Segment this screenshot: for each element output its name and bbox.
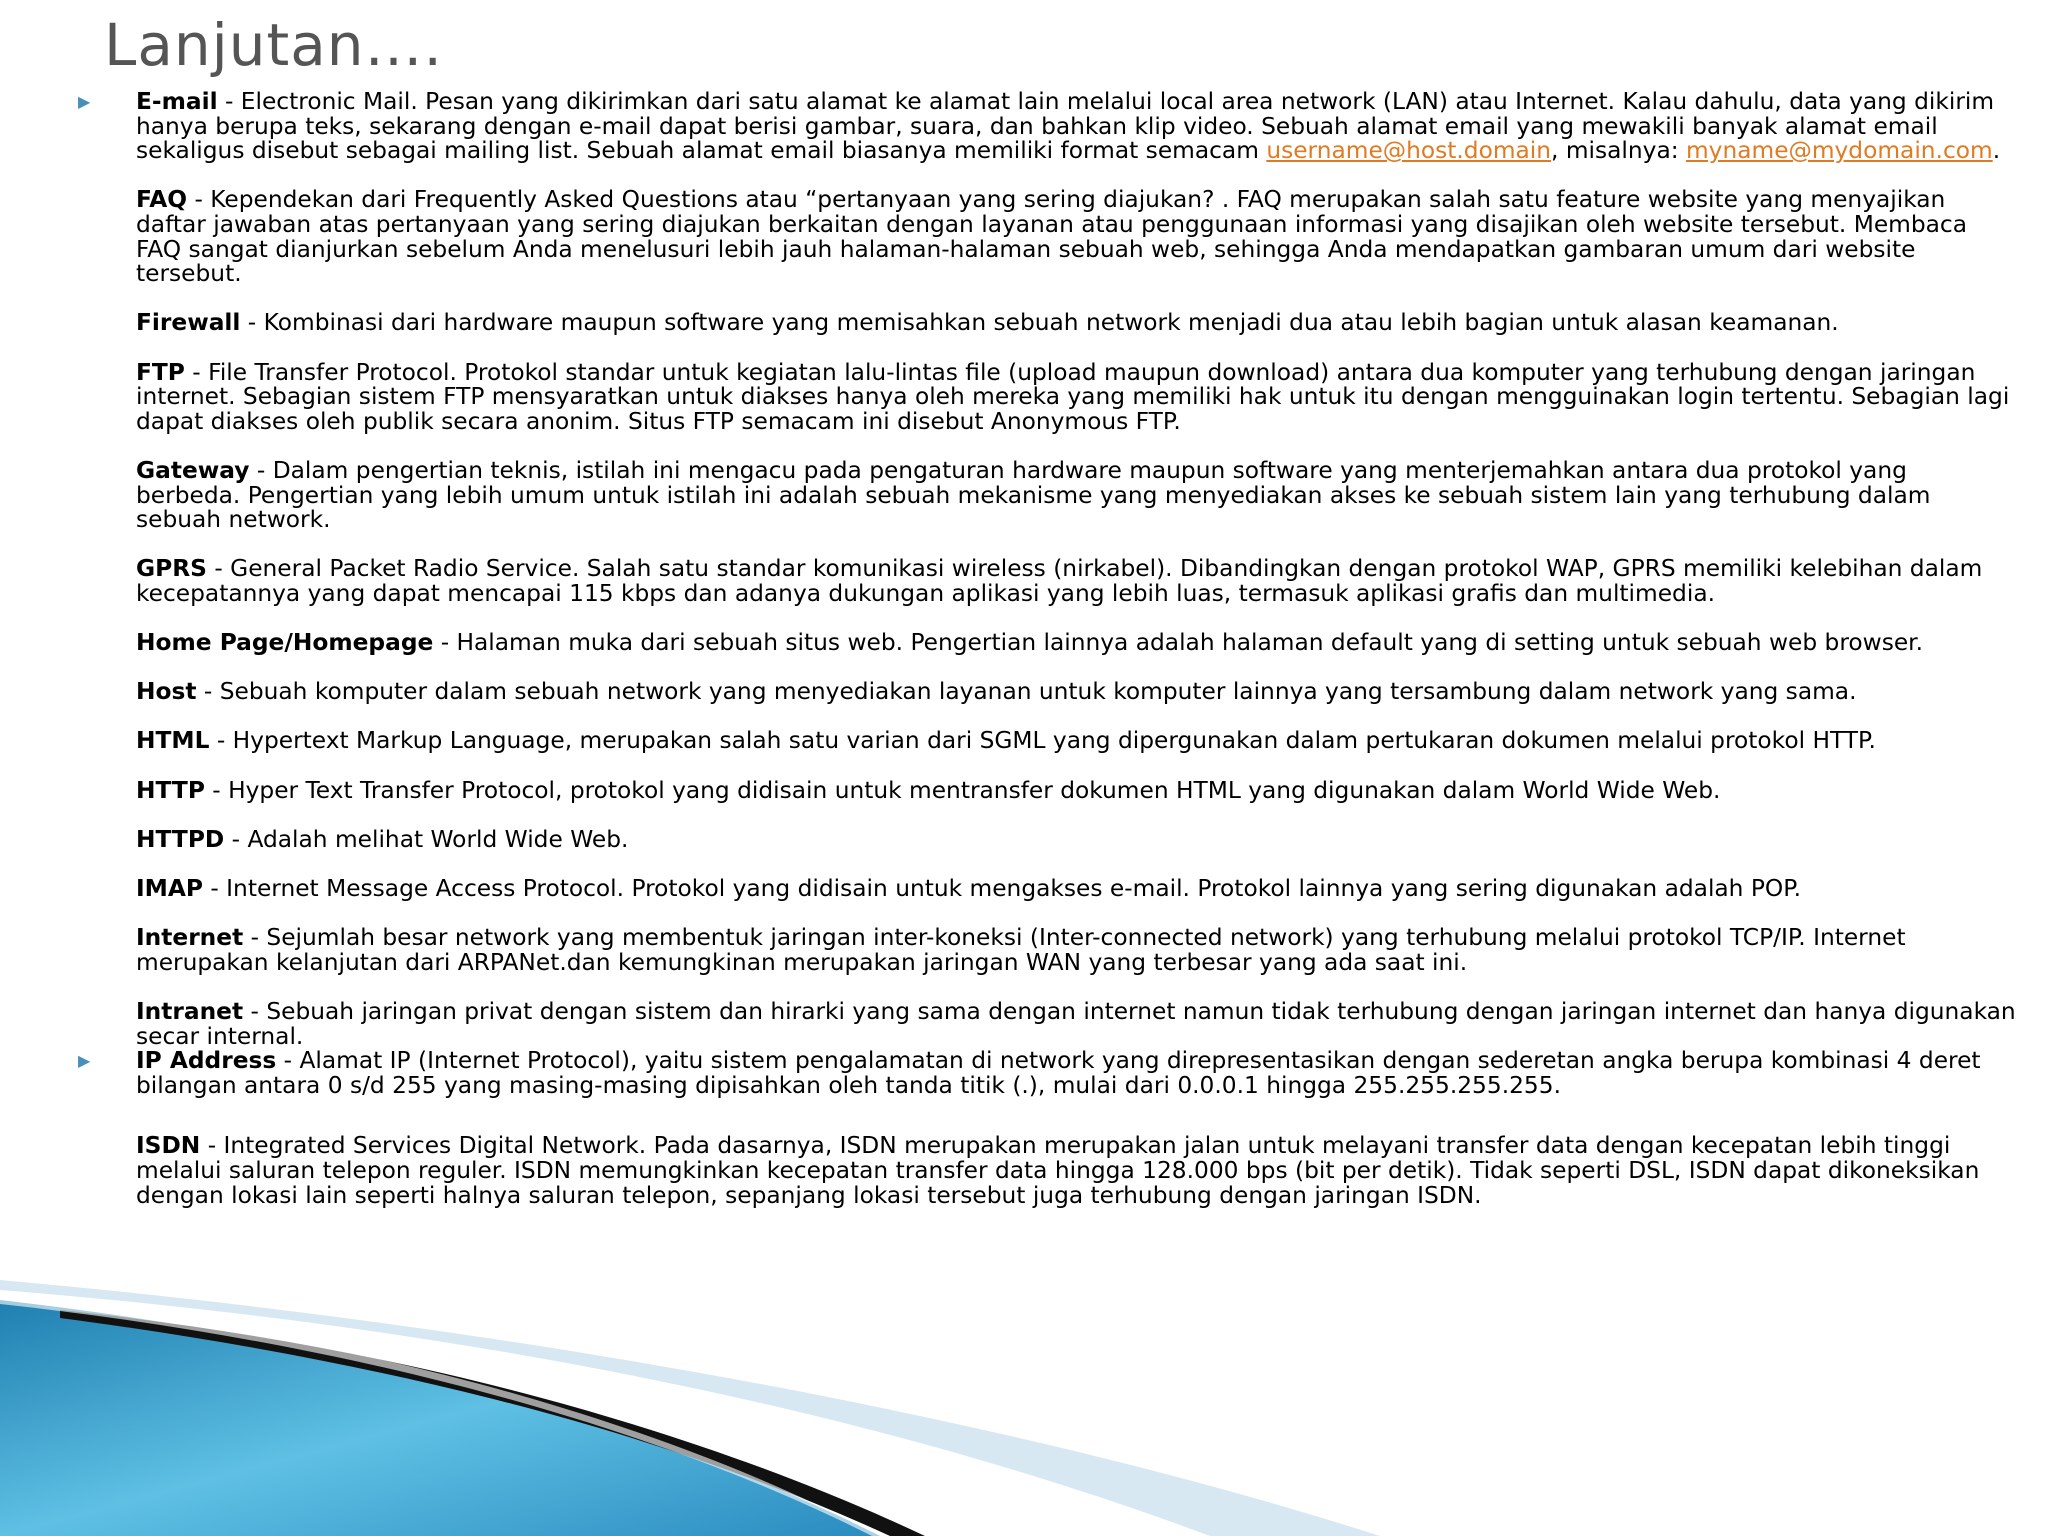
desc-firewall: - Kombinasi dari hardware maupun software yang memisahkan sebuah network menjadi dua atau lebih bagian untuk alasan keamanan. (240, 309, 1839, 337)
term-ftp: FTP (136, 358, 185, 386)
desc-ip-address: - Alamat IP (Internet Protocol), yaitu sistem pengalamatan di network yang direpresentasikan dengan sederetan angka berupa kombinasi 4 deret bilangan antara 0 s/d 255 yang masing-masing dipisahkan oleh tanda titik (.), mulai dari 0.0.0.1 hingga 255.255.255.255. (136, 1047, 1981, 1099)
desc-host: - Sebuah komputer dalam sebuah network yang menyediakan layanan untuk komputer lainnya yang tersambung dalam network yang sama. (196, 678, 1857, 706)
term-gprs: GPRS (136, 555, 207, 583)
term-host: Host (136, 678, 197, 706)
desc-internet: - Sejumlah besar network yang membentuk jaringan inter-koneksi (Inter-connected network) yang terhubung melalui protokol TCP/IP. Internet merupakan kelanjutan dari ARPANet.dan kemungkinan merupakan jaringan WAN yang terbesar yang ada saat ini. (136, 924, 1906, 976)
triangle-right-bullet-icon: ▶ (78, 1051, 91, 1071)
entry-gprs (136, 557, 2016, 606)
entry-homepage (136, 631, 2016, 656)
entry-isdn (136, 1134, 2016, 1208)
desc-ftp: - File Transfer Protocol. Protokol standar untuk kegiatan lalu-lintas file (upload maupun download) antara dua komputer yang terhubung dengan jaringan internet. Sebagian sistem FTP mensyaratkan untuk diakses hanya oleh mereka yang memiliki hak untuk itu dengan mengguinakan login tertentu. Sebagian lagi dapat diakses oleh publik secara anonim. Situs FTP semacam ini disebut Anonymous FTP. (136, 358, 2010, 435)
desc-html: - Hypertext Markup Language, merupakan salah satu varian dari SGML yang dipergunakan dalam pertukaran dokumen melalui protokol HTTP. (209, 727, 1876, 755)
entry-host (136, 680, 2016, 705)
term-firewall: Firewall (136, 309, 241, 337)
term-html: HTML (136, 727, 210, 755)
link-myname-mydomain[interactable]: myname@mydomain.com (1685, 137, 1993, 165)
glossary-content (78, 88, 2016, 1233)
entry-internet (136, 926, 2016, 975)
entry-httpd (136, 825, 2016, 853)
entry-email (78, 88, 2016, 165)
desc-homepage: - Halaman muka dari sebuah situs web. Pengertian lainnya adalah halaman default yang di setting untuk sebuah web browser. (433, 629, 1924, 657)
swoosh-light-band (0, 1280, 1380, 1536)
desc-email: - Electronic Mail. Pesan yang dikirimkan dari satu alamat ke alamat lain melalui local area network (LAN) atau Internet. Kalau dahulu, data yang dikirim hanya berupa teks, sekarang dengan e-mail dapat berisi gambar, suara, dan bahkan klip video. Sebuah alamat email yang mewakili banyak alamat email sekaligus disebut sebagai mailing list. Sebuah alamat email biasanya memiliki format semacam (136, 88, 1995, 165)
swoosh-blue-band (0, 1300, 880, 1536)
entry-gateway (136, 456, 2016, 534)
entry-http (136, 776, 2016, 804)
swoosh-dark-band (60, 1310, 925, 1536)
entry-imap (136, 877, 2016, 902)
desc-gprs: - General Packet Radio Service. Salah satu standar komunikasi wireless (nirkabel). Dibandingkan dengan protokol WAP, GPRS memiliki kelebihan dalam kecepatannya yang dapat mencapai 115 kbps dan adanya dukungan aplikasi yang lebih luas, termasuk aplikasi grafis dan multimedia. (136, 555, 1983, 607)
desc-isdn: - Integrated Services Digital Network. Pada dasarnya, ISDN merupakan merupakan jalan untuk melayani transfer data dengan kecepatan lebih tinggi melalui saluran telepon reguler. ISDN memungkinkan kecepatan transfer data hingga 128.000 bps (bit per detik). Tidak seperti DSL, ISDN dapat dikoneksikan dengan lokasi lain seperti halnya saluran telepon, sepanjang lokasi tersebut juga terhubung dengan jaringan ISDN. (136, 1132, 1980, 1209)
swoosh-white-line (0, 1296, 880, 1536)
entry-html (136, 729, 2016, 754)
term-email: E-mail (136, 88, 218, 115)
desc-imap: - Internet Message Access Protocol. Protokol yang didisain untuk mengakses e-mail. Protokol lainnya yang sering digunakan adalah POP. (202, 875, 1802, 902)
slide-title: Lanjutan…. (104, 11, 443, 79)
entry-intranet (136, 997, 2016, 1050)
link-username-host-domain[interactable]: username@host.domain (1266, 137, 1552, 165)
term-homepage: Home Page/Homepage (136, 629, 434, 657)
desc-http: - Hyper Text Transfer Protocol, protokol yang didisain untuk mentransfer dokumen HTML yang digunakan dalam World Wide Web. (204, 776, 1721, 804)
term-ip-address: IP Address (136, 1047, 277, 1075)
desc-gateway: - Dalam pengertian teknis, istilah ini mengacu pada pengaturan hardware maupun software yang menterjemahkan antara dua protokol yang berbeda. Pengertian yang lebih umum untuk istilah ini adalah sebuah mekanisme yang menyediakan akses ke sebuah sistem lain yang terhubung dalam sebuah network. (136, 456, 1931, 534)
desc-intranet: - Sebuah jaringan privat dengan sistem dan hirarki yang sama dengan internet namun tidak terhubung dengan jaringan internet dan hanya digunakan secar internal. (136, 997, 2016, 1050)
term-isdn: ISDN (136, 1132, 201, 1160)
term-internet: Internet (136, 924, 244, 952)
triangle-right-bullet-icon: ▶ (78, 92, 91, 111)
entry-ip-address (78, 1047, 2016, 1099)
entry-ftp (136, 358, 2016, 435)
desc-email-end: . (1992, 137, 2001, 165)
term-http: HTTP (136, 776, 205, 804)
desc-email-mid: , misalnya: (1551, 137, 1686, 165)
entry-firewall (136, 311, 2016, 336)
entry-faq (136, 188, 2016, 286)
term-httpd: HTTPD (136, 825, 225, 853)
desc-httpd: - Adalah melihat World Wide Web. (224, 825, 629, 853)
term-imap: IMAP (136, 875, 203, 902)
desc-faq: - Kependekan dari Frequently Asked Questions atau “pertanyaan yang sering diajukan? . FAQ merupakan salah satu feature website yang menyajikan daftar jawaban atas pertanyaan yang sering diajukan berkaitan dengan layanan atau penggunaan informasi yang disajikan oleh website tersebut. Membaca FAQ sangat dianjurkan sebelum Anda menelusuri lebih jauh halaman-halaman sebuah web, sehingga Anda mendapatkan gambaran umum dari website tersebut. (136, 186, 1968, 288)
term-intranet: Intranet (136, 997, 244, 1025)
term-gateway: Gateway (136, 456, 250, 484)
term-faq: FAQ (136, 186, 188, 214)
